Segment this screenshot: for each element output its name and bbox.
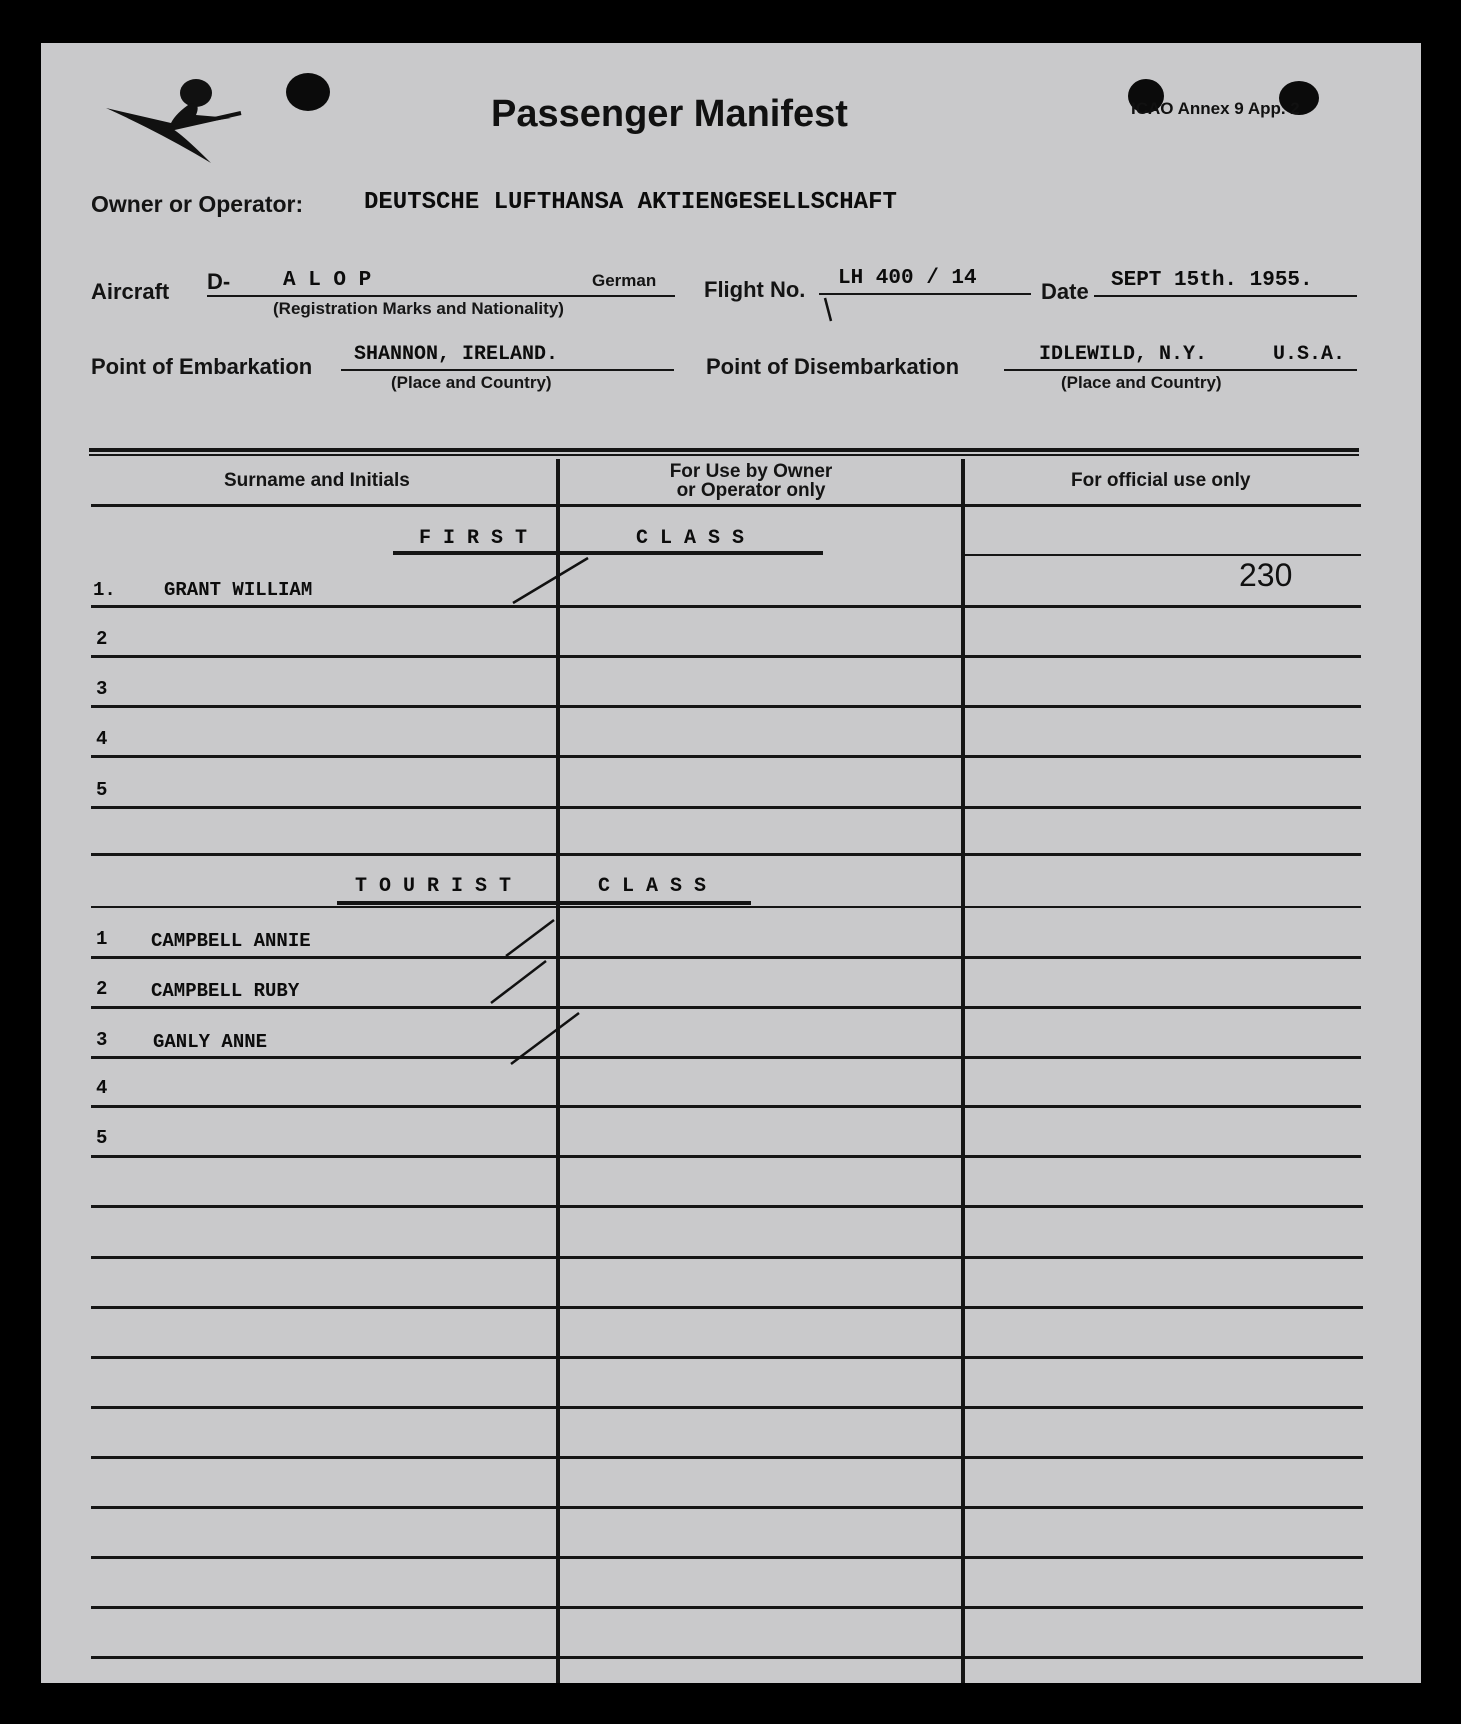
first-class-row-2-num: 2 [96,628,108,650]
tourist-row-3-name: GANLY ANNE [153,1031,268,1053]
tourist-row-3-num: 3 [96,1029,108,1051]
embarkation-caption: (Place and Country) [391,373,552,392]
tourist-class-heading-tourist: T O U R I S T [355,875,512,898]
check-mark [825,298,831,321]
tourist-row-1-num: 1 [96,928,108,950]
first-class-row-1-official: 230 [1239,557,1293,593]
first-class-heading-first: F I R S T [419,527,528,550]
check-mark [491,961,546,1003]
tourist-row-2-num: 2 [96,978,108,1000]
embarkation-label: Point of Embarkation [91,354,313,379]
owner-value: DEUTSCHE LUFTHANSA AKTIENGESELLSCHAFT [364,189,897,216]
disembarkation-caption: (Place and Country) [1061,373,1222,392]
column-header-owner-line2: or Operator only [676,480,826,501]
column-header-owner-line1: For Use by Owner [669,461,833,482]
date-value: SEPT 15th. 1955. [1111,269,1313,292]
date-label: Date [1041,279,1089,304]
disembarkation-place: IDLEWILD, N.Y. [1039,343,1208,366]
flight-number: LH 400 / 14 [838,267,977,290]
first-class-row-4-num: 4 [96,728,108,750]
tourist-row-1-name: CAMPBELL ANNIE [151,930,311,952]
tourist-row-4-num: 4 [96,1077,108,1099]
first-class-row-1-num: 1. [93,579,116,601]
column-header-official: For official use only [1071,470,1251,491]
tourist-class-heading-class: C L A S S [598,875,707,898]
tourist-row-2-name: CAMPBELL RUBY [151,980,300,1002]
manifest-sheet [41,43,1421,1683]
form-title: Passenger Manifest [491,93,848,135]
first-class-row-1-name: GRANT WILLIAM [164,579,313,601]
column-header-surname: Surname and Initials [224,470,410,491]
flight-label: Flight No. [704,277,806,302]
aircraft-label: Aircraft [91,279,170,304]
check-mark [506,920,554,956]
disembarkation-country: U.S.A. [1273,343,1346,366]
tourist-row-5-num: 5 [96,1127,108,1149]
check-marks [41,43,1421,1683]
aircraft-prefix: D- [207,269,231,294]
embarkation-value: SHANNON, IRELAND. [354,343,559,366]
owner-label: Owner or Operator: [91,191,304,217]
disembarkation-label: Point of Disembarkation [706,354,960,379]
check-mark [513,558,588,603]
aircraft-nationality: German [592,271,657,290]
first-class-row-5-num: 5 [96,779,108,801]
annex-reference: ICAO Annex 9 App. 2 [1131,99,1300,118]
first-class-heading-class: C L A S S [636,527,745,550]
aircraft-caption: (Registration Marks and Nationality) [273,299,564,318]
first-class-row-3-num: 3 [96,678,108,700]
check-mark [511,1013,579,1064]
aircraft-registration: A L O P [283,269,372,292]
